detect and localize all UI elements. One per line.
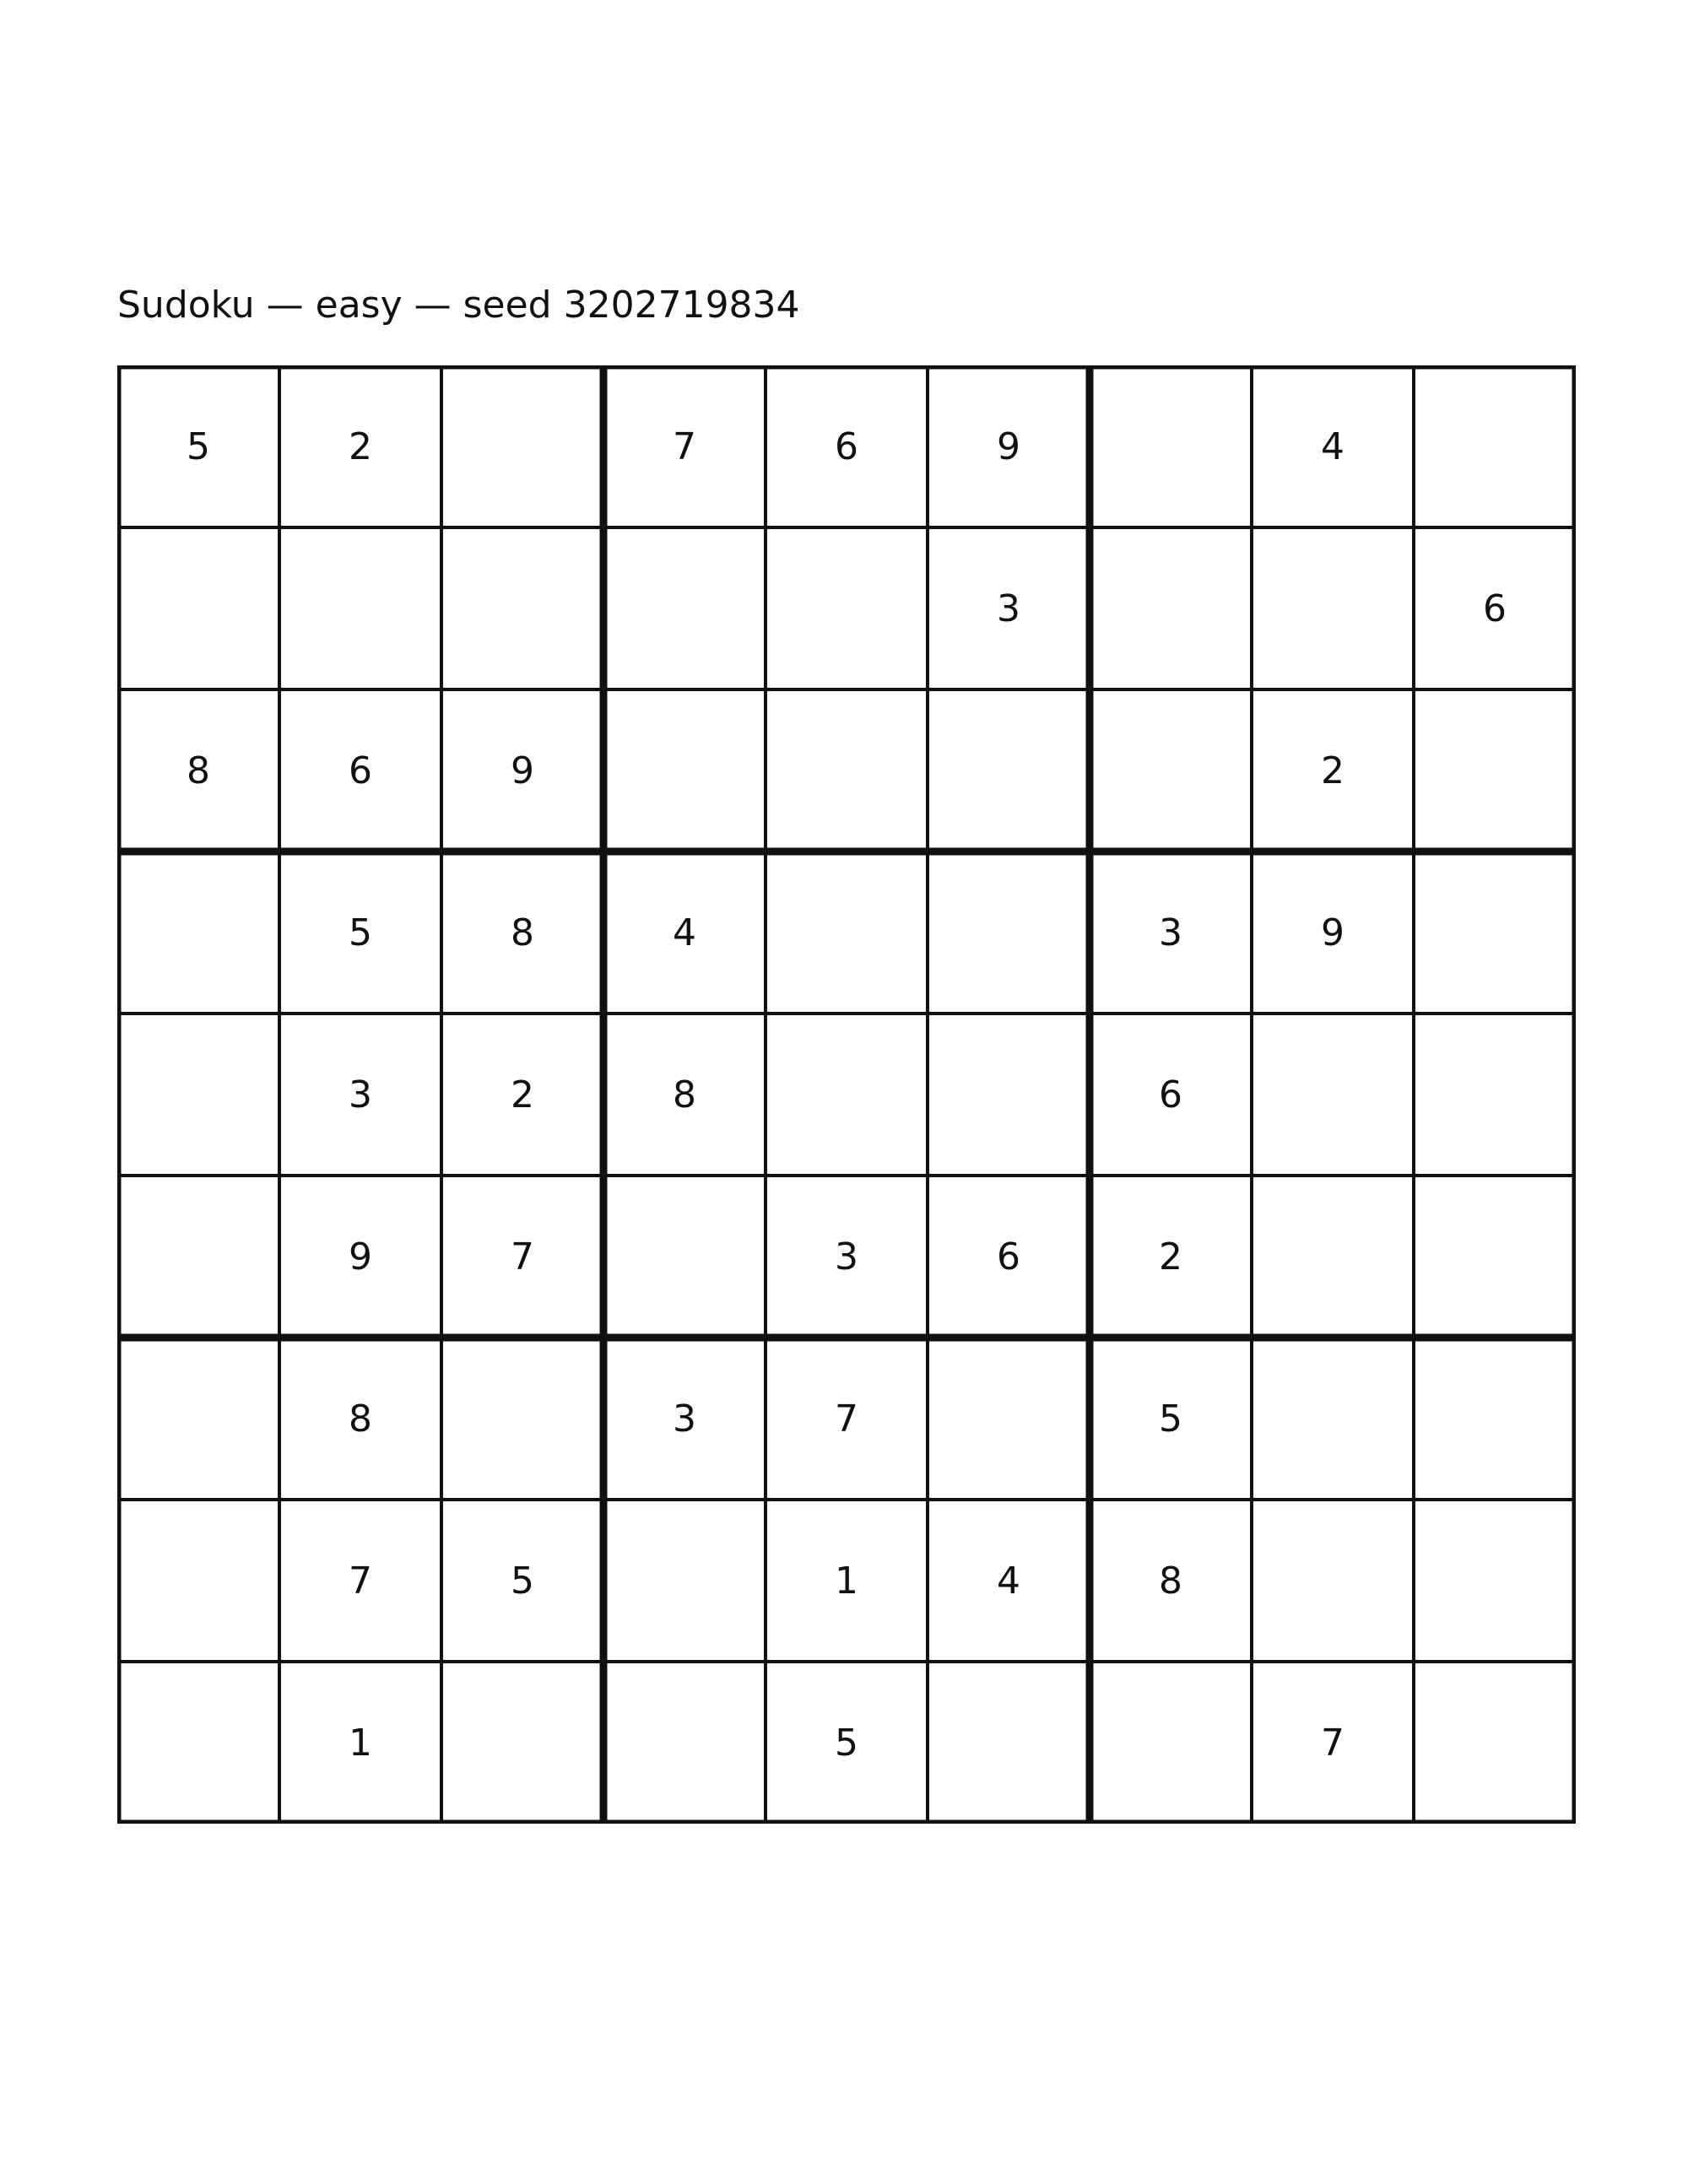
sudoku-cell[interactable] [1414, 1176, 1576, 1338]
sudoku-cell[interactable]: 1 [835, 1559, 858, 1603]
sudoku-cell[interactable]: 9 [349, 1235, 372, 1279]
sudoku-cell[interactable]: 5 [187, 424, 210, 468]
sudoku-cell[interactable]: 3 [673, 1397, 696, 1441]
sudoku-cell[interactable]: 7 [835, 1397, 858, 1441]
sudoku-cell[interactable]: 9 [1321, 911, 1344, 954]
sudoku-cell[interactable] [766, 851, 928, 1014]
sudoku-cell[interactable] [1090, 527, 1252, 689]
sudoku-cell[interactable] [928, 689, 1090, 851]
sudoku-cell[interactable]: 5 [349, 911, 372, 954]
sudoku-cell[interactable] [928, 851, 1090, 1014]
sudoku-cell[interactable] [1414, 851, 1576, 1014]
sudoku-cell[interactable]: 3 [1159, 911, 1182, 954]
sudoku-cell[interactable]: 3 [349, 1073, 372, 1116]
sudoku-cell[interactable] [1414, 1662, 1576, 1824]
sudoku-cell[interactable]: 3 [835, 1235, 858, 1279]
sudoku-cell[interactable] [928, 1662, 1090, 1824]
sudoku-cell[interactable] [117, 1500, 279, 1662]
sudoku-cell[interactable]: 8 [511, 911, 534, 954]
sudoku-cell[interactable]: 2 [349, 424, 372, 468]
sudoku-cell[interactable]: 2 [1321, 749, 1344, 792]
sudoku-cell[interactable]: 7 [673, 424, 696, 468]
sudoku-cell[interactable] [603, 1500, 766, 1662]
sudoku-cell[interactable]: 1 [349, 1721, 372, 1765]
sudoku-cell[interactable] [766, 527, 928, 689]
sudoku-cell[interactable]: 6 [349, 749, 372, 792]
sudoku-cell[interactable]: 8 [1159, 1559, 1182, 1603]
sudoku-cell[interactable]: 8 [349, 1397, 372, 1441]
sudoku-cell[interactable]: 3 [997, 587, 1020, 630]
sudoku-cell[interactable] [603, 1662, 766, 1824]
sudoku-cell[interactable] [603, 689, 766, 851]
sudoku-cell[interactable]: 5 [835, 1721, 858, 1765]
sudoku-cell[interactable]: 2 [1159, 1235, 1182, 1279]
sudoku-cell[interactable]: 6 [1159, 1073, 1182, 1116]
sudoku-cell[interactable]: 6 [1483, 587, 1507, 630]
sudoku-cell[interactable] [1252, 1176, 1414, 1338]
sudoku-board [117, 365, 1576, 1824]
sudoku-cell[interactable]: 4 [673, 911, 696, 954]
sudoku-cell[interactable] [1414, 689, 1576, 851]
sudoku-cell[interactable] [1252, 1500, 1414, 1662]
sudoku-cell[interactable]: 9 [511, 749, 534, 792]
sudoku-cell[interactable] [117, 1014, 279, 1176]
sudoku-cell[interactable] [766, 1014, 928, 1176]
sudoku-cell[interactable] [928, 1338, 1090, 1500]
sudoku-cell[interactable] [928, 1014, 1090, 1176]
sudoku-cell[interactable] [441, 365, 603, 527]
sudoku-cell[interactable]: 8 [187, 749, 210, 792]
sudoku-cell[interactable]: 4 [997, 1559, 1020, 1603]
sudoku-cell[interactable] [441, 527, 603, 689]
sudoku-cell[interactable]: 7 [1321, 1721, 1344, 1765]
sudoku-cell[interactable] [117, 851, 279, 1014]
puzzle-title: Sudoku — easy — seed 3202719834 [117, 284, 800, 327]
sudoku-cell[interactable] [279, 527, 441, 689]
sudoku-cell[interactable]: 8 [673, 1073, 696, 1116]
sudoku-cell[interactable] [117, 1176, 279, 1338]
sudoku-cell[interactable] [603, 1176, 766, 1338]
sudoku-cell[interactable]: 2 [511, 1073, 534, 1116]
sudoku-cell[interactable] [117, 1338, 279, 1500]
sudoku-cell[interactable] [1090, 1662, 1252, 1824]
sudoku-cell[interactable] [1414, 365, 1576, 527]
sudoku-cell[interactable] [766, 689, 928, 851]
sudoku-cell[interactable] [1414, 1500, 1576, 1662]
sudoku-cell[interactable]: 7 [511, 1235, 534, 1279]
sudoku-cell[interactable] [1252, 1014, 1414, 1176]
sudoku-cell[interactable]: 4 [1321, 424, 1344, 468]
sudoku-cell[interactable]: 6 [835, 424, 858, 468]
sudoku-cell[interactable] [1252, 527, 1414, 689]
sudoku-cell[interactable]: 5 [511, 1559, 534, 1603]
sudoku-cell[interactable]: 6 [997, 1235, 1020, 1279]
sudoku-cell[interactable] [441, 1338, 603, 1500]
sudoku-cell[interactable] [1414, 1338, 1576, 1500]
sudoku-cell[interactable] [1414, 1014, 1576, 1176]
sudoku-cell[interactable]: 5 [1159, 1397, 1182, 1441]
sudoku-cell[interactable] [441, 1662, 603, 1824]
sudoku-cell[interactable]: 9 [997, 424, 1020, 468]
sudoku-cell[interactable] [117, 527, 279, 689]
sudoku-cell[interactable] [603, 527, 766, 689]
sudoku-cell[interactable] [1252, 1338, 1414, 1500]
sudoku-cell[interactable] [117, 1662, 279, 1824]
sudoku-cell[interactable]: 7 [349, 1559, 372, 1603]
sudoku-cell[interactable] [1090, 689, 1252, 851]
sudoku-cell[interactable] [1090, 365, 1252, 527]
